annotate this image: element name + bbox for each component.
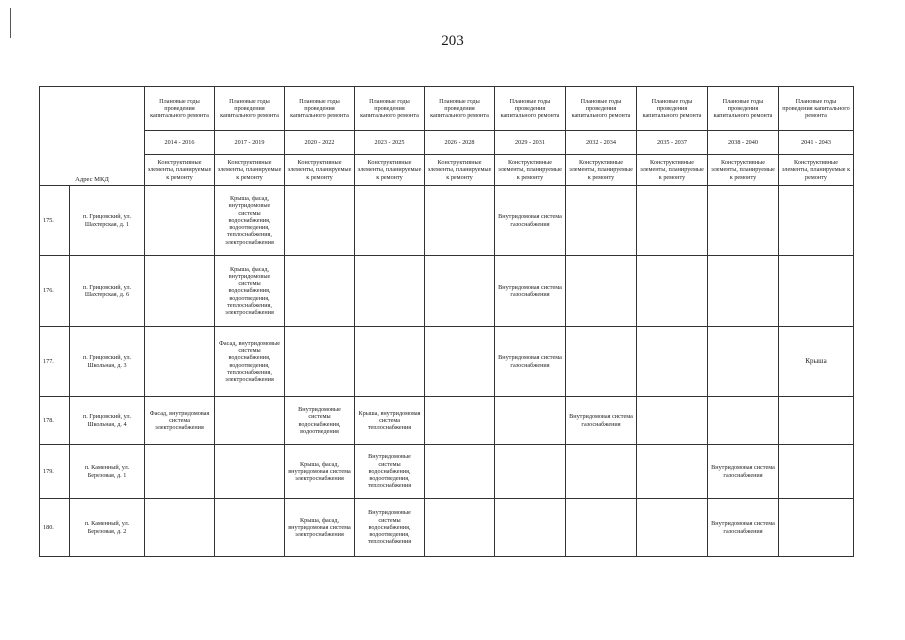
repair-cell [779, 397, 854, 445]
repair-cell [566, 327, 637, 397]
elements-header: Конструктивные элементы, планируемые к ремонту [637, 155, 708, 186]
repair-cell [285, 327, 355, 397]
repair-cell [355, 186, 425, 256]
elements-header: Конструктивные элементы, планируемые к ремонту [425, 155, 495, 186]
repair-cell [779, 186, 854, 256]
repair-cell [566, 256, 637, 327]
repair-cell: Внутридомовые системы водоснабжения, водоотведения, теплоснабжения [355, 499, 425, 557]
row-address: п. Грицовский, ул. Школьная, д. 3 [70, 327, 145, 397]
repair-cell [355, 256, 425, 327]
planned-years-header: Плановые годы проведения капитального ремонта [215, 87, 285, 131]
repair-cell [215, 397, 285, 445]
table-row [40, 186, 854, 256]
table-row [40, 445, 854, 499]
repair-cell [355, 327, 425, 397]
period-header: 2041 - 2043 [779, 131, 854, 155]
repair-cell [566, 499, 637, 557]
planned-years-header: Плановые годы проведения капитального ремонта [355, 87, 425, 131]
repair-cell [637, 397, 708, 445]
repair-cell [566, 445, 637, 499]
row-address: п. Каменный, ул. Березовая, д. 1 [70, 445, 145, 499]
planned-years-header: Плановые годы проведения капитального ремонта [779, 87, 854, 131]
planned-years-header: Плановые годы проведения капитального ремонта [425, 87, 495, 131]
repair-cell [285, 186, 355, 256]
repair-cell [145, 256, 215, 327]
period-header: 2029 - 2031 [495, 131, 566, 155]
planned-years-header: Плановые годы проведения капитального ремонта [285, 87, 355, 131]
repair-cell: Внутридомовая система газоснабжения [495, 186, 566, 256]
page-number: 203 [441, 33, 464, 49]
repair-cell [145, 186, 215, 256]
repair-cell: Внутридомовая система газоснабжения [495, 327, 566, 397]
planned-years-header: Плановые годы проведения капитального ремонта [708, 87, 779, 131]
repair-cell [708, 397, 779, 445]
planned-years-header: Плановые годы проведения капитального ремонта [495, 87, 566, 131]
repair-cell: Крыша, внутридомовая система теплоснабжения [355, 397, 425, 445]
elements-header: Конструктивные элементы, планируемые к ремонту [779, 155, 854, 186]
elements-header: Конструктивные элементы, планируемые к ремонту [215, 155, 285, 186]
table-row [40, 397, 854, 445]
repair-cell [425, 445, 495, 499]
elements-header: Конструктивные элементы, планируемые к ремонту [145, 155, 215, 186]
repair-cell [145, 499, 215, 557]
repair-cell [425, 186, 495, 256]
repair-cell: Внутридомовые системы водоснабжения, водоотведения, теплоснабжения [355, 445, 425, 499]
repair-cell [425, 397, 495, 445]
row-address: п. Грицовский, ул. Школьная, д. 4 [70, 397, 145, 445]
repair-cell [637, 327, 708, 397]
elements-header: Конструктивные элементы, планируемые к ремонту [708, 155, 779, 186]
period-header: 2020 - 2022 [285, 131, 355, 155]
row-number: 177. [40, 327, 70, 397]
repair-cell: Внутридомовые системы водоснабжения, водоотведения [285, 397, 355, 445]
repair-cell: Фасад, внутридомовая система электроснабжения [145, 397, 215, 445]
repair-cell [495, 397, 566, 445]
row-number: 179. [40, 445, 70, 499]
repair-cell [708, 256, 779, 327]
repair-cell: Внутридомовая система газоснабжения [566, 397, 637, 445]
repair-cell [425, 256, 495, 327]
planned-years-header: Плановые годы проведения капитального ремонта [566, 87, 637, 131]
repair-cell [285, 256, 355, 327]
planned-years-header: Плановые годы проведения капитального ремонта [637, 87, 708, 131]
repair-cell: Крыша, фасад, внутридомовые системы водоснабжения, водоотведения, теплоснабжения, электроснабжения [215, 186, 285, 256]
row-address: п. Грицовский, ул. Шахтерская, д. 6 [70, 256, 145, 327]
repair-cell [637, 499, 708, 557]
repair-cell [637, 256, 708, 327]
repair-cell: Фасад, внутридомовые системы водоснабжения, водоотведения, теплоснабжения, электроснабжения [215, 327, 285, 397]
repair-cell: Внутридомовая система газоснабжения [495, 256, 566, 327]
repair-cell [215, 445, 285, 499]
row-address: п. Каменный, ул. Березовая, д. 2 [70, 499, 145, 557]
repair-cell [495, 445, 566, 499]
period-header: 2035 - 2037 [637, 131, 708, 155]
table-row [40, 256, 854, 327]
row-number: 180. [40, 499, 70, 557]
address-header: Адрес МКД [40, 87, 145, 186]
period-header: 2038 - 2040 [708, 131, 779, 155]
elements-header: Конструктивные элементы, планируемые к ремонту [285, 155, 355, 186]
repair-cell [779, 445, 854, 499]
repair-cell [566, 186, 637, 256]
table-row [40, 499, 854, 557]
repair-cell: Крыша [779, 327, 854, 397]
period-header: 2023 - 2025 [355, 131, 425, 155]
repair-cell [779, 256, 854, 327]
repair-cell [425, 327, 495, 397]
capital-repair-table [39, 86, 854, 557]
repair-cell: Крыша, фасад, внутридомовая система электроснабжения [285, 499, 355, 557]
row-number: 178. [40, 397, 70, 445]
repair-cell [425, 499, 495, 557]
period-header: 2017 - 2019 [215, 131, 285, 155]
table-row [40, 327, 854, 397]
repair-cell [637, 186, 708, 256]
repair-cell: Крыша, фасад, внутридомовые системы водоснабжения, водоотведения, теплоснабжения, электроснабжения [215, 256, 285, 327]
period-header: 2032 - 2034 [566, 131, 637, 155]
repair-cell: Крыша, фасад, внутридомовая система электроснабжения [285, 445, 355, 499]
row-number: 176. [40, 256, 70, 327]
elements-header: Конструктивные элементы, планируемые к ремонту [495, 155, 566, 186]
period-header: 2014 - 2016 [145, 131, 215, 155]
elements-header: Конструктивные элементы, планируемые к ремонту [566, 155, 637, 186]
repair-cell [145, 327, 215, 397]
repair-cell [708, 327, 779, 397]
row-number: 175. [40, 186, 70, 256]
repair-cell [637, 445, 708, 499]
planned-years-header: Плановые годы проведения капитального ремонта [145, 87, 215, 131]
elements-header: Конструктивные элементы, планируемые к ремонту [355, 155, 425, 186]
row-address: п. Грицовский, ул. Шахтерская, д. 1 [70, 186, 145, 256]
repair-cell [708, 186, 779, 256]
repair-cell: Внутридомовая система газоснабжения [708, 499, 779, 557]
repair-cell [215, 499, 285, 557]
repair-cell: Внутридомовая система газоснабжения [708, 445, 779, 499]
repair-cell [495, 499, 566, 557]
period-header: 2026 - 2028 [425, 131, 495, 155]
repair-cell [779, 499, 854, 557]
repair-cell [145, 445, 215, 499]
